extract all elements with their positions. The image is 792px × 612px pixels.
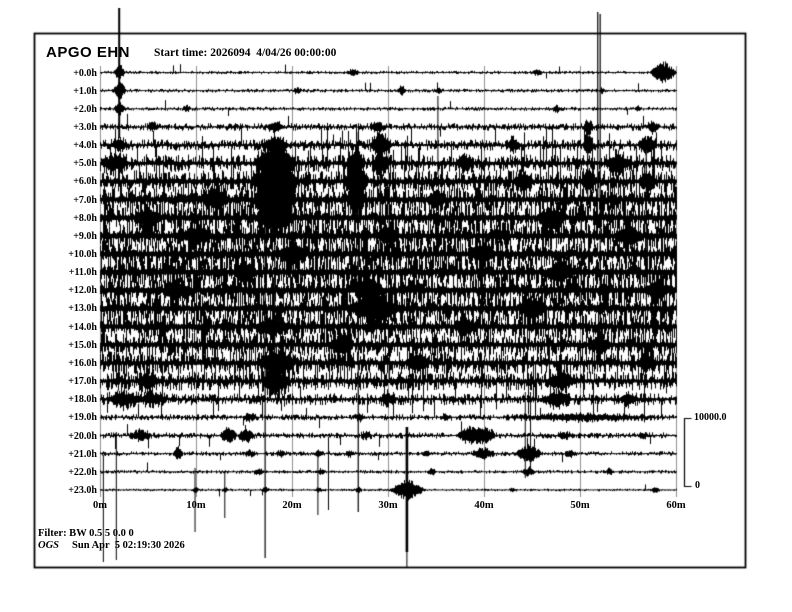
x-tick-label: 60m — [666, 500, 686, 511]
hour-label: +8.0h — [73, 212, 97, 224]
hour-label: +5.0h — [73, 158, 97, 170]
hour-label: +17.0h — [68, 376, 97, 388]
scale-max-label: 10000.0 — [694, 412, 727, 423]
hour-label: +23.0h — [68, 484, 97, 496]
hour-label: +12.0h — [68, 285, 97, 297]
hour-label: +20.0h — [68, 430, 97, 442]
hour-label: +3.0h — [73, 121, 97, 133]
render-timestamp: Sun Apr 5 02:19:30 2026 — [72, 540, 185, 551]
x-tick-label: 50m — [570, 500, 590, 511]
hour-label: +19.0h — [68, 412, 97, 424]
render-info — [38, 541, 185, 552]
station-title: APGO EHN — [46, 44, 131, 61]
hour-label: +7.0h — [73, 194, 97, 206]
hour-label: +4.0h — [73, 140, 97, 152]
scale-min-label: 0 — [695, 480, 700, 491]
hour-label: +9.0h — [73, 230, 97, 242]
hour-label: +10.0h — [68, 249, 97, 260]
x-tick-label: 30m — [378, 500, 398, 511]
hour-label: +22.0h — [68, 466, 97, 478]
start-time-label: Start time: 2026094 4/04/26 00:00:00 — [154, 47, 337, 59]
hour-label: +11.0h — [68, 267, 97, 279]
hour-label: +16.0h — [68, 357, 97, 369]
agency-label: OGS — [38, 540, 60, 551]
filter-info: Filter: BW 0.5 5 0.0 0 — [38, 528, 134, 539]
hour-label: +14.0h — [68, 321, 97, 333]
hour-label: +13.0h — [68, 303, 97, 315]
hour-label: +18.0h — [68, 394, 97, 406]
hour-label: +21.0h — [68, 448, 97, 460]
hour-label: +6.0h — [73, 176, 97, 188]
x-tick-label: 20m — [282, 500, 302, 511]
hour-label: +2.0h — [73, 103, 97, 115]
hour-label: +1.0h — [73, 85, 97, 97]
x-tick-label: 40m — [474, 500, 494, 511]
hour-label: +15.0h — [68, 339, 97, 351]
x-tick-label: 10m — [186, 500, 206, 511]
x-tick-label: 0m — [93, 500, 107, 511]
hour-label: +0.0h — [73, 67, 97, 79]
